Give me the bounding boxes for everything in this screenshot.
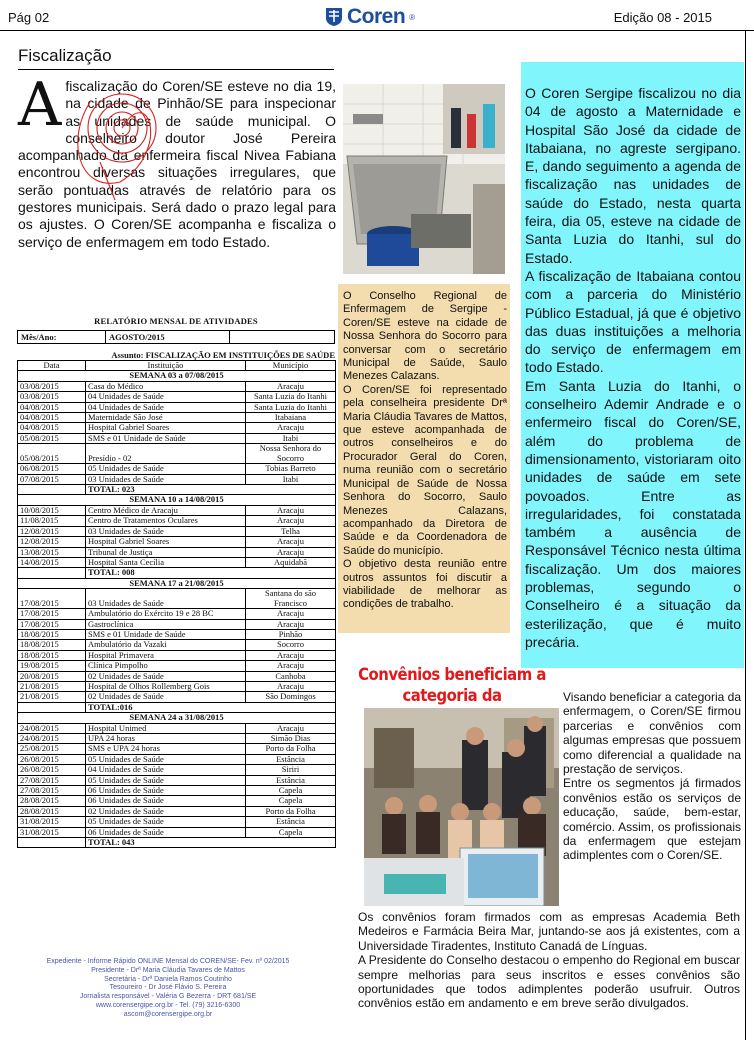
cell-municipality: Porto da Folha xyxy=(246,806,336,816)
cell-institution: Maternidade São José xyxy=(86,413,246,423)
total-label: TOTAL: 008 xyxy=(86,568,336,578)
table-row xyxy=(18,464,336,474)
cell-municipality: Itabi xyxy=(246,474,336,484)
table-row xyxy=(18,557,336,567)
table-total-row xyxy=(18,702,336,712)
table-row xyxy=(18,537,336,547)
cell-institution: 02 Unidades de Saúde xyxy=(86,692,246,702)
cell-institution: SMS e UPA 24 horas xyxy=(86,744,246,754)
cell-municipality: Nossa Senhora do Socorro xyxy=(246,444,336,464)
cell-date: 19/08/2015 xyxy=(18,661,86,671)
cell-institution: 03 Unidades de Saúde xyxy=(86,526,246,536)
cell-date: 18/08/2015 xyxy=(18,640,86,650)
table-row xyxy=(18,547,336,557)
cell-date: 12/08/2015 xyxy=(18,537,86,547)
table-row xyxy=(18,754,336,764)
cell-date: 24/08/2015 xyxy=(18,723,86,733)
cell-date: 20/08/2015 xyxy=(18,671,86,681)
table-row xyxy=(18,661,336,671)
cyan-paragraph: A fiscalização de Itabaiana contou com a parceria do Ministério Público Estadual, já que é objetivo das duas instituições a melhoria do serviço de enfermagem em todo Estado. xyxy=(525,267,741,376)
cyan-paragraph: O Coren Sergipe fiscalizou no dia 04 de agosto a Maternidade e Hospital São José da cidade de Itabaiana, no agreste sergipano. E, dando seguimento a agenda de fiscalização nas unidades de saúde do Estado, nesta quarta feira, dia 05, esteve na cidade de Santa Luzia do Itanhi, sul do Estado. xyxy=(525,85,741,266)
cell-municipality: Aracaju xyxy=(246,661,336,671)
cyan-box-article xyxy=(525,84,741,651)
footer-line: Secretária - Drª Daniela Ramos Coutinho xyxy=(104,975,232,983)
table-row xyxy=(18,765,336,775)
table-row xyxy=(18,671,336,681)
convenios-article-column xyxy=(563,690,741,863)
table-row xyxy=(18,681,336,691)
table-row xyxy=(18,619,336,629)
total-label: TOTAL:016 xyxy=(86,702,336,712)
section-title-rule xyxy=(18,69,334,70)
cell-institution: 05 Unidades de Saúde xyxy=(86,817,246,827)
tan-box-article xyxy=(343,290,507,612)
table-header-row xyxy=(18,361,336,371)
cell-date: 21/08/2015 xyxy=(18,692,86,702)
table-row xyxy=(18,433,336,443)
cell-date: 31/08/2015 xyxy=(18,827,86,837)
cell-municipality: Aracaju xyxy=(246,681,336,691)
cell-institution: Centro Médico de Aracaju xyxy=(86,505,246,515)
convenios-heading: Convênios beneficiam a categoria da xyxy=(358,665,546,705)
table-week-row xyxy=(18,371,336,381)
cell-institution: Clínica Pimpolho xyxy=(86,661,246,671)
cell-institution: Hospital Santa Cecília xyxy=(86,557,246,567)
table-cell xyxy=(18,838,86,848)
cell-institution: Hospital de Olhos Rollemberg Gois xyxy=(86,681,246,691)
convenios-paragraph: Visando beneficiar a categoria da enfermagem, o Coren/SE firmou parcerias e convênios com algumas empresas que possuem como diferencial a qualidade na prestação de serviços. xyxy=(563,690,741,777)
table-week-row xyxy=(18,578,336,588)
page-number: Pág 02 xyxy=(8,10,50,25)
table-row xyxy=(18,692,336,702)
cell-institution: 04 Unidades de Saúde xyxy=(86,392,246,402)
cell-date: 05/08/2015 xyxy=(18,444,86,464)
cell-institution: Gastroclínica xyxy=(86,619,246,629)
cell-municipality: Estância xyxy=(246,817,336,827)
cell-municipality: Santana do são Francisco xyxy=(246,589,336,609)
cell-municipality: Socorro xyxy=(246,640,336,650)
week-label: SEMANA 24 a 31/08/2015 xyxy=(18,713,336,723)
cell-institution: 06 Unidades de Saúde xyxy=(86,786,246,796)
footer-website-link[interactable]: www.corensergipe.org.br - Tel. (79) 3216-6300 xyxy=(95,1001,241,1009)
cell-municipality: Aracaju xyxy=(246,505,336,515)
cell-date: 04/08/2015 xyxy=(18,423,86,433)
cell-institution: 05 Unidades de Saúde xyxy=(86,464,246,474)
table-row xyxy=(18,744,336,754)
cell-institution: Hospital Gabriel Soares xyxy=(86,537,246,547)
cell-municipality: Capela xyxy=(246,827,336,837)
table-row xyxy=(18,796,336,806)
table-row xyxy=(18,381,336,391)
table-row xyxy=(18,423,336,433)
cell-institution: 05 Unidades de Saúde xyxy=(86,754,246,764)
cell-date: 17/08/2015 xyxy=(18,589,86,609)
cell-date: 03/08/2015 xyxy=(18,381,86,391)
cell-institution: Hospital Gabriel Soares xyxy=(86,423,246,433)
footer-line: Tesoureiro - Dr José Flávio S. Pereira xyxy=(109,984,227,992)
cell-date: 03/08/2015 xyxy=(18,392,86,402)
cell-institution: 02 Unidades de Saúde xyxy=(86,671,246,681)
table-row xyxy=(18,413,336,423)
cell-institution: Hospital Unimed xyxy=(86,723,246,733)
cyan-paragraph: Em Santa Luzia do Itanhi, o conselheiro Ademir Andrade e o enfermeiro fiscal do Coren/SE, além do problema de dimensionamento, vistoriaram oito unidades de saúde em sete povoados. Entre as irregularidades, foi constatada também a ausência de Responsável Técnico nesta última fiscalização. Um dos maiores problemas, segundo o Conselheiro é a situação da esterilização, que é muito precária. xyxy=(525,377,741,650)
cell-municipality: Aracaju xyxy=(246,619,336,629)
table-row xyxy=(18,650,336,660)
cell-municipality: Telha xyxy=(246,526,336,536)
cell-municipality: Capela xyxy=(246,786,336,796)
activity-report xyxy=(17,316,335,848)
table-row xyxy=(18,723,336,733)
lead-article xyxy=(18,70,336,251)
table-row xyxy=(18,526,336,536)
cell-municipality: Tobias Barreto xyxy=(246,464,336,474)
cell-municipality: Aracaju xyxy=(246,547,336,557)
week-label: SEMANA 17 a 21/08/2015 xyxy=(18,578,336,588)
tan-paragraph: O Conselho Regional de Enfermagem de Sergipe - Coren/SE esteve na cidade de Nossa Senhora do Socorro para conversar com o secretário Municipal de Saúde, Saulo Menezes Calazans. xyxy=(343,290,507,383)
table-cell xyxy=(18,568,86,578)
table-cell xyxy=(18,485,86,495)
cell-date: 17/08/2015 xyxy=(18,619,86,629)
cell-municipality: Itabaiana xyxy=(246,413,336,423)
cell-date: 10/08/2015 xyxy=(18,505,86,515)
convenios-paragraph: Os convênios foram firmados com as empresas Academia Beth Medeiros e Farmácia Beira Mar, juntando-se aos já existentes, com a Universidade Tiradentes, Instituto Canadá de Línguas. xyxy=(358,910,740,953)
header-divider xyxy=(0,30,754,31)
footer-email-link[interactable]: ascom@corensergipe.org.br xyxy=(123,1010,213,1018)
lead-article-text: fiscalização do Coren/SE esteve no dia 19, na cidade de Pinhão/SE para inspecionar as unidades de saúde municipal. O conselheiro doutor José Pereira acompanhado da enfermeira fiscal Nivea Fabiana encontrou diversas situações irregulares, que serão pontuadas através de relatório para os gestores municipais. Será dado o prazo legal para os ajustes. O Coren/SE acompanha e fiscaliza o serviço de enfermagem em todo Estado. xyxy=(18,78,336,250)
report-table xyxy=(17,360,336,848)
tan-paragraph: O Coren/SE foi representado pela conselheira presidente Drª Maria Cláudia Tavares de Mattos, que esteve acompanhada de outros conselheiros e do Procurador Geral do Coren, numa reunião com o secretário Municipal de Saúde de Nossa Senhora do Socorro, Saulo Menezes Calazans, acompanhado da Diretora de Saúde e da Coordenadora de Saúde do município. xyxy=(343,383,507,557)
cell-institution: 02 Unidades de Saúde xyxy=(86,806,246,816)
coren-emblem-icon xyxy=(325,7,343,27)
cell-institution: 03 Unidades de Saúde xyxy=(86,474,246,484)
table-row xyxy=(18,505,336,515)
cell-institution: Centro de Tratamentos Oculares xyxy=(86,516,246,526)
cell-date: 06/08/2015 xyxy=(18,464,86,474)
report-month-value: AGOSTO/2015 xyxy=(106,331,230,343)
cell-date: 18/08/2015 xyxy=(18,650,86,660)
cell-date: 11/08/2015 xyxy=(18,516,86,526)
table-row xyxy=(18,734,336,744)
cell-institution: SMS e 01 Unidade de Saúde xyxy=(86,629,246,639)
cell-municipality: Itabi xyxy=(246,433,336,443)
page-right-border xyxy=(745,30,746,1040)
edition-label: Edição 08 - 2015 xyxy=(613,10,712,25)
table-week-row xyxy=(18,713,336,723)
cell-municipality: Aracaju xyxy=(246,423,336,433)
tan-paragraph: O objetivo desta reunião entre outros assuntos foi discutir a viabilidade de melhorar as condições de trabalho. xyxy=(343,558,507,611)
cell-institution: Presídio - 02 xyxy=(86,444,246,464)
cell-municipality: Aracaju xyxy=(246,723,336,733)
cell-municipality: Aracaju xyxy=(246,537,336,547)
table-row xyxy=(18,786,336,796)
report-table-body xyxy=(18,371,336,848)
table-row xyxy=(18,474,336,484)
table-total-row xyxy=(18,838,336,848)
cell-municipality: Estância xyxy=(246,754,336,764)
cell-institution: Ambulatório do Exército 19 e 28 BC xyxy=(86,609,246,619)
report-title: RELATÓRIO MENSAL DE ATIVIDADES xyxy=(94,316,258,326)
table-row xyxy=(18,806,336,816)
cell-date: 28/08/2015 xyxy=(18,796,86,806)
week-label: SEMANA 10 a 14/08/2015 xyxy=(18,495,336,505)
cell-institution: 03 Unidades de Saúde xyxy=(86,589,246,609)
cell-date: 31/08/2015 xyxy=(18,817,86,827)
week-label: SEMANA 03 a 07/08/2015 xyxy=(18,371,336,381)
report-month-row xyxy=(17,330,335,344)
convenios-paragraph: Entre os segmentos já firmados convênios estão os serviços de educação, saúde, bem-estar, comércio. Assim, os profissionais da enfermagem que estejam adimplentes com o Coren/SE. xyxy=(563,776,741,863)
logo-text: Coren xyxy=(347,5,406,28)
table-row xyxy=(18,817,336,827)
cell-municipality: Santa Luzia do Itanhi xyxy=(246,402,336,412)
cell-municipality: Aracaju xyxy=(246,516,336,526)
table-row xyxy=(18,589,336,609)
cell-date: 04/08/2015 xyxy=(18,402,86,412)
cell-municipality: Aracaju xyxy=(246,650,336,660)
cell-date: 07/08/2015 xyxy=(18,474,86,484)
cell-date: 25/08/2015 xyxy=(18,744,86,754)
logo-registered-mark: ® xyxy=(409,12,416,22)
cell-municipality: Siriri xyxy=(246,765,336,775)
report-subject: Assunto: FISCALIZAÇÃO EM INSTITUIÇÕES DE SAÚDE xyxy=(111,350,335,360)
table-header: Município xyxy=(246,361,336,371)
cell-municipality: Aracaju xyxy=(246,381,336,391)
table-header: Data xyxy=(18,361,86,371)
cell-municipality: São Domingos xyxy=(246,692,336,702)
photo-convenios-group xyxy=(364,708,559,906)
footer-line: Expediente - Informe Rápido ONLINE Mensal do COREN/SE- Fev. nº 02/2015 xyxy=(46,958,290,965)
cell-municipality: Simão Dias xyxy=(246,734,336,744)
cell-institution: 06 Unidades de Saúde xyxy=(86,827,246,837)
cell-date: 27/08/2015 xyxy=(18,786,86,796)
cell-date: 24/08/2015 xyxy=(18,734,86,744)
cell-date: 21/08/2015 xyxy=(18,681,86,691)
footer-line: Presidente - Drª Maria Cláudia Tavares de Mattos xyxy=(91,966,245,974)
cell-date: 05/08/2015 xyxy=(18,433,86,443)
cell-institution: 04 Unidades de Saúde xyxy=(86,402,246,412)
table-row xyxy=(18,629,336,639)
cell-municipality: Aquidabã xyxy=(246,557,336,567)
cell-date: 14/08/2015 xyxy=(18,557,86,567)
cell-institution: 06 Unidades de Saúde xyxy=(86,796,246,806)
cell-date: 18/08/2015 xyxy=(18,629,86,639)
footer-line: Jornalista responsável - Valéria G Bezerra - DRT 681/SE xyxy=(79,993,257,1001)
cell-municipality: Aracaju xyxy=(246,609,336,619)
table-week-row xyxy=(18,495,336,505)
cell-date: 12/08/2015 xyxy=(18,526,86,536)
cell-institution: Casa do Médico xyxy=(86,381,246,391)
table-row xyxy=(18,640,336,650)
cell-date: 17/08/2015 xyxy=(18,609,86,619)
table-total-row xyxy=(18,485,336,495)
cell-municipality: Porto da Folha xyxy=(246,744,336,754)
table-row xyxy=(18,402,336,412)
cell-date: 27/08/2015 xyxy=(18,775,86,785)
cell-date: 26/08/2015 xyxy=(18,765,86,775)
table-row xyxy=(18,609,336,619)
table-total-row xyxy=(18,568,336,578)
cell-institution: UPA 24 horas xyxy=(86,734,246,744)
table-row xyxy=(18,392,336,402)
cell-municipality: Santa Luzia do Itanhi xyxy=(246,392,336,402)
report-month-label: Mês/Ano: xyxy=(18,331,106,343)
cell-date: 13/08/2015 xyxy=(18,547,86,557)
table-row xyxy=(18,775,336,785)
cell-institution: Ambulatório da Vazaki xyxy=(86,640,246,650)
cell-municipality: Canhoba xyxy=(246,671,336,681)
cell-municipality: Pinhão xyxy=(246,629,336,639)
convenios-article-bottom xyxy=(358,910,740,1011)
convenios-paragraph: A Presidente do Conselho destacou o empenho do Regional em buscar sempre melhorias para seus inscritos e esses convênios são oportunidades que todos adimplentes poderão usufruir. Outros convênios estão em andamento e em breve serão divulgados. xyxy=(358,953,740,1011)
cell-municipality: Capela xyxy=(246,796,336,806)
cell-institution: 05 Unidades de Saúde xyxy=(86,775,246,785)
cell-institution: Hospital Primavera xyxy=(86,650,246,660)
photo-sink-inspection xyxy=(343,84,505,274)
cell-institution: Tribunal de Justiça xyxy=(86,547,246,557)
report-month-blank xyxy=(230,331,334,343)
section-title: Fiscalização xyxy=(18,46,112,65)
footer-credits xyxy=(18,958,318,1020)
cell-date: 04/08/2015 xyxy=(18,413,86,423)
table-row xyxy=(18,827,336,837)
table-cell xyxy=(18,702,86,712)
table-row xyxy=(18,444,336,464)
coren-logo xyxy=(325,4,415,30)
cell-date: 28/08/2015 xyxy=(18,806,86,816)
table-row xyxy=(18,516,336,526)
cell-institution: SMS e 01 Unidade de Saúde xyxy=(86,433,246,443)
total-label: TOTAL: 023 xyxy=(86,485,336,495)
cell-municipality: Estância xyxy=(246,775,336,785)
drop-cap: A xyxy=(18,70,62,140)
cell-date: 26/08/2015 xyxy=(18,754,86,764)
table-header: Instituição xyxy=(86,361,246,371)
cell-institution: 04 Unidades de Saúde xyxy=(86,765,246,775)
total-label: TOTAL: 043 xyxy=(86,838,336,848)
